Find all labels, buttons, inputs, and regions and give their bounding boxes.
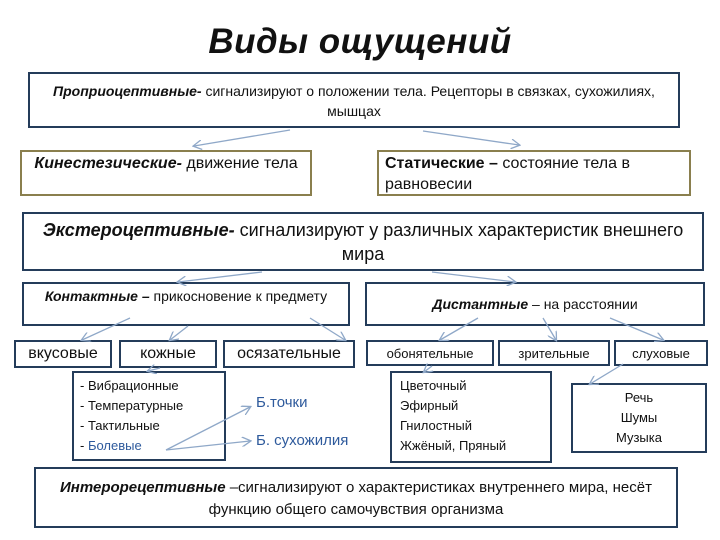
arrow-extero-to-contact: [178, 272, 262, 282]
hearing-type-speech: Речь: [624, 390, 654, 405]
taste-box: [14, 340, 112, 368]
smell-type-burnt-spicy: Жжёный, Пряный: [400, 438, 507, 453]
taste-label: вкусовые: [28, 345, 98, 362]
contact-term: Контактные –: [44, 288, 150, 304]
hearing-label: слуховые: [632, 345, 690, 361]
skin-label: кожные: [140, 345, 196, 362]
arrow-proprio-to-kinest: [194, 130, 290, 146]
contact-box: [22, 282, 350, 326]
exteroceptive-term: Экстероцептивные-: [42, 220, 235, 240]
hearing-type-noise: Шумы: [620, 410, 658, 425]
kinesthetic-text: движение тела: [181, 155, 298, 172]
interoceptive-text: –сигнализируют о характеристиках внутреннего мира, несёт функцию общего самочувствия организма: [208, 479, 652, 518]
interoceptive-box: [34, 467, 678, 528]
skin-subtype-tactile: - Тактильные: [80, 418, 160, 433]
exteroceptive-text: сигнализируют у различных характеристик внешнего мира: [234, 220, 684, 264]
skin-subtype-pain: Болевые: [87, 438, 142, 453]
skin-subtype-pain-prefix: -: [80, 438, 88, 453]
smell-box: [366, 340, 494, 366]
smell-type-floral: Цветочный: [400, 378, 467, 393]
static-term: Статические –: [385, 155, 498, 172]
smell-type-ethereal: Эфирный: [400, 398, 459, 413]
arrow-extero-to-distant: [432, 272, 515, 282]
interoceptive-term: Интерорецептивные: [59, 479, 226, 496]
distant-box: [365, 282, 705, 326]
touch-label: осязательные: [237, 345, 341, 362]
skin-subtypes-box: [72, 371, 226, 461]
pain-tendons-label: Б. сухожилия: [256, 432, 349, 449]
vision-label: зрительные: [518, 345, 590, 361]
arrow-contact-to-skin: [170, 326, 188, 340]
touch-box: [223, 340, 355, 368]
contact-text: прикосновение к предмету: [149, 288, 328, 304]
kinesthetic-term: Кинестезические-: [34, 155, 182, 172]
static-box: [377, 150, 691, 196]
distant-term: Дистантные: [432, 296, 529, 312]
skin-subtype-temperature: - Температурные: [80, 398, 184, 413]
smell-label: обонятельные: [386, 345, 474, 361]
vision-box: [498, 340, 610, 366]
proprioceptive-term: Проприоцептивные-: [53, 83, 202, 99]
proprioceptive-text: сигнализируют о положении тела. Рецепторы в связках, сухожилиях, мышцах: [201, 83, 655, 119]
smell-type-putrid: Гнилостный: [400, 418, 472, 433]
hearing-type-music: Музыка: [616, 430, 662, 445]
distant-text: – на расстоянии: [528, 296, 638, 312]
kinesthetic-box: [20, 150, 312, 196]
skin-box: [119, 340, 217, 368]
page-title: Виды ощущений: [208, 22, 512, 61]
hearing-types-box: [571, 383, 707, 453]
static-text: состояние тела в равновесии: [385, 155, 630, 193]
proprioceptive-box: [28, 72, 680, 128]
hearing-box: [614, 340, 708, 366]
exteroceptive-box: [22, 212, 704, 271]
arrow-hearing-to-types: [590, 364, 623, 384]
arrow-proprio-to-static: [423, 131, 519, 145]
skin-subtype-vibration: - Вибрационные: [80, 378, 179, 393]
smell-types-box: [390, 371, 552, 463]
pain-points-label: Б.точки: [256, 394, 308, 411]
